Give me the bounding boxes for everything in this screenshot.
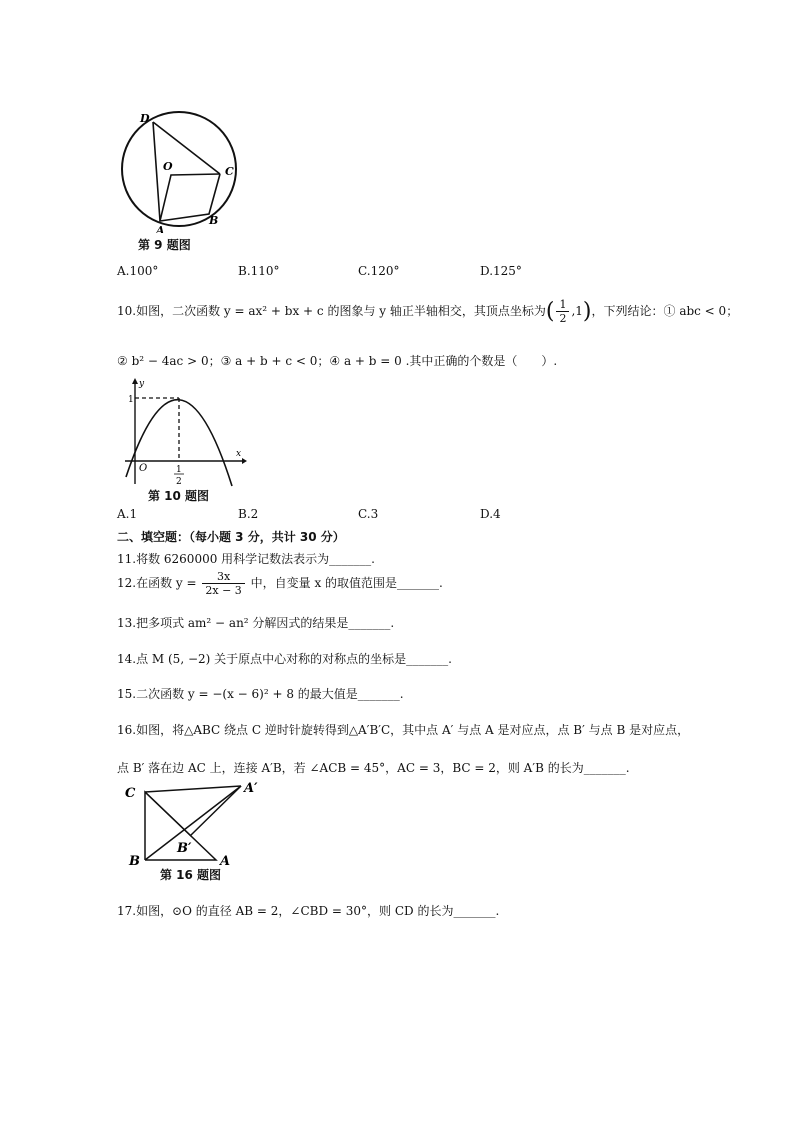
q9-label-d: D xyxy=(140,112,150,125)
q9-option-a: A.100° xyxy=(117,264,159,278)
q10-text-b: ，下列结论：① abc < 0； xyxy=(591,304,739,318)
q13-question: 13.把多项式 am² − an² 分解因式的结果是_______. xyxy=(117,616,395,630)
q12-fraction: $\frac{3x}{2x - 3}$ xyxy=(202,570,244,597)
q9-label-b: B xyxy=(209,214,219,227)
q12-prefix: 12.在函数 y = xyxy=(117,576,197,590)
q10-vertex-rest: ,1 xyxy=(571,304,583,318)
q16-label-a: A xyxy=(220,854,231,869)
q10-axis-y-label: y xyxy=(139,379,145,389)
q10-option-b: B.2 xyxy=(238,507,259,521)
q16-caption: 第 16 题图 xyxy=(160,868,222,882)
q10-axis-x-label: x xyxy=(236,449,242,459)
q10-origin-label: O xyxy=(139,463,148,474)
q9-label-o: O xyxy=(163,160,173,173)
q10-question-line2: ② b² − 4ac > 0；③ a + b + c < 0；④ a + b = 0 .其中正确的个数是（ ）. xyxy=(117,354,558,368)
q11-question: 11.将数 6260000 用科学记数法表示为_______. xyxy=(117,552,375,566)
q9-caption: 第 9 题图 xyxy=(138,238,191,252)
q9-circle-figure xyxy=(113,108,243,233)
q10-parabola-figure xyxy=(122,376,248,492)
q9-option-c: C.120° xyxy=(358,264,400,278)
q9-option-d: D.125° xyxy=(480,264,522,278)
q17-question: 17.如图，⊙O 的直径 AB = 2，∠CBD = 30°，则 CD 的长为_______. xyxy=(117,904,500,918)
q9-option-b: B.110° xyxy=(238,264,280,278)
q16-label-c: C xyxy=(125,786,136,801)
q16-label-b: B xyxy=(129,854,140,869)
q16-question-line1: 16.如图，将△ABC 绕点 C 逆时针旋转得到△A′B′C，其中点 A′ 与点 A 是对应点，点 B′ 与点 B 是对应点， xyxy=(117,723,690,737)
q10-tick-one: 1 xyxy=(128,395,134,405)
q9-label-c: C xyxy=(225,165,234,178)
q12-question xyxy=(117,570,443,597)
q10-caption: 第 10 题图 xyxy=(148,489,210,503)
q10-question-line1: 10.如图，二次函数 y = ax² + bx + c 的图象与 y 轴正半轴相交，其顶点坐标为( $\frac{1}{2}$ ,1)，下列结论：① abc < 0； xyxy=(117,298,739,325)
q10-option-d: D.4 xyxy=(480,507,501,521)
q16-label-a-prime: A′ xyxy=(244,781,258,796)
q9-label-a: A xyxy=(156,224,165,233)
q10-text-a: 10.如图，二次函数 y = ax² + bx + c 的图象与 y 轴正半轴相交，其顶点坐标为 xyxy=(117,304,546,318)
q10-tick-half-num: 1 xyxy=(176,465,182,475)
q10-vertex-fraction: $\frac{1}{2}$ xyxy=(556,298,569,325)
q16-label-b-prime: B′ xyxy=(177,841,192,856)
q16-triangle-figure xyxy=(120,780,270,870)
q14-question: 14.点 M (5, −2) 关于原点中心对称的对称点的坐标是_______. xyxy=(117,652,452,666)
q10-option-c: C.3 xyxy=(358,507,379,521)
q10-tick-half-den: 2 xyxy=(176,477,182,487)
q10-option-a: A.1 xyxy=(117,507,138,521)
q16-question-line2: 点 B′ 落在边 AC 上，连接 A′B，若 ∠ACB = 45°，AC = 3，BC = 2，则 A′B 的长为_______. xyxy=(117,761,630,775)
q12-suffix: 中，自变量 x 的取值范围是_______. xyxy=(250,576,443,590)
section-2-heading: 二、填空题：（每小题 3 分，共计 30 分） xyxy=(117,530,345,544)
q15-question: 15.二次函数 y = −(x − 6)² + 8 的最大值是_______. xyxy=(117,687,404,701)
